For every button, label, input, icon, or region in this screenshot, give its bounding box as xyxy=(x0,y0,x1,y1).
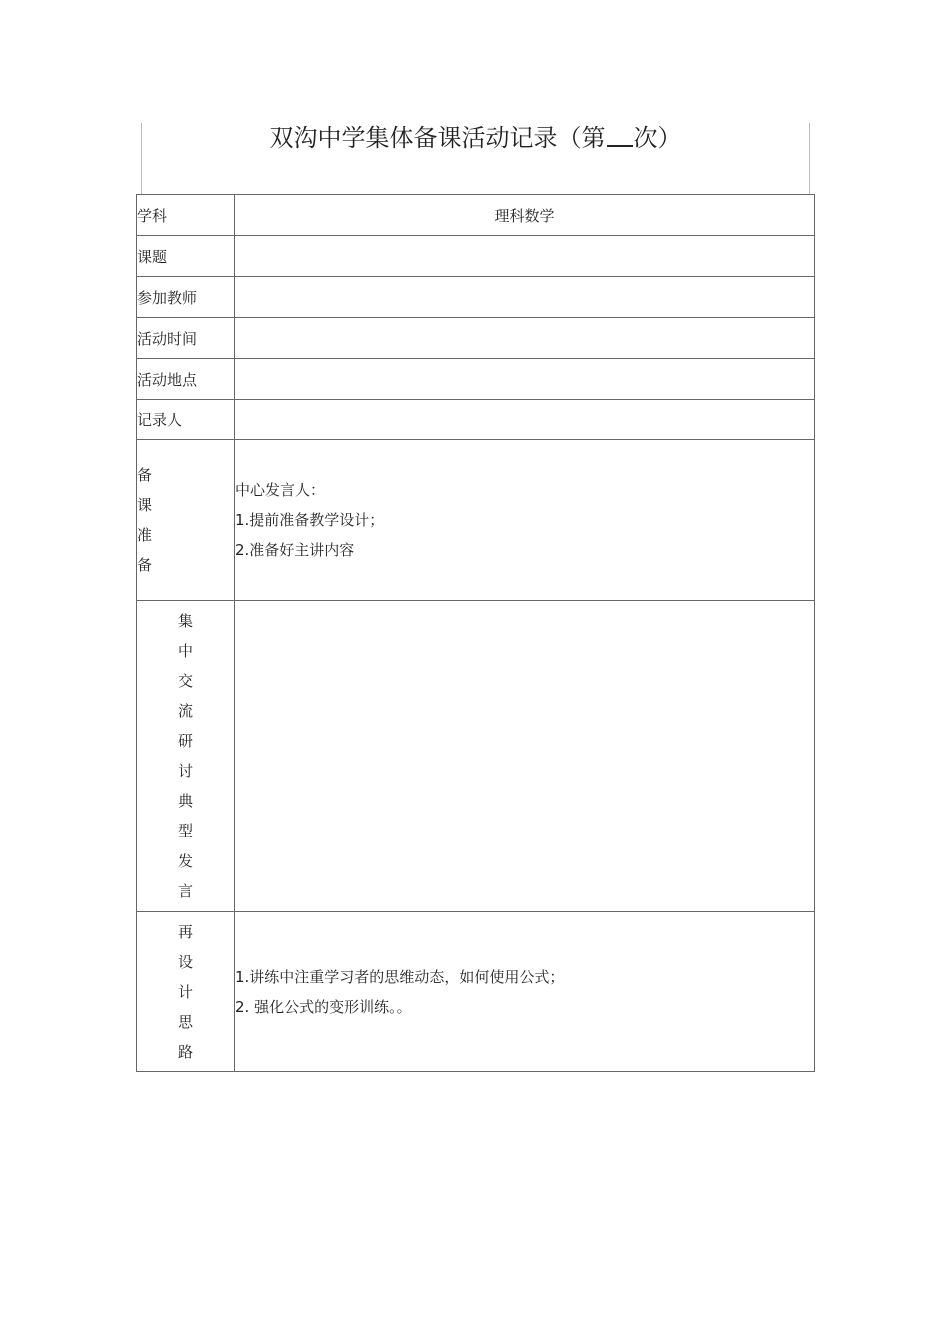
document-title xyxy=(142,123,809,153)
preparation-line: 1.提前准备教学设计； xyxy=(235,511,385,529)
redesign-line: 1.讲练中注重学习者的思维动态，如何使用公式； xyxy=(235,967,565,986)
title-box xyxy=(141,123,810,194)
discussion-label-char: 流 xyxy=(177,702,193,720)
discussion-label-char: 研 xyxy=(177,732,193,750)
recorder-label: 记录人 xyxy=(137,400,235,440)
redesign-content[interactable] xyxy=(235,912,815,1072)
row-place xyxy=(137,359,815,400)
discussion-label-char: 发 xyxy=(177,852,193,870)
title-number-blank[interactable] xyxy=(607,123,633,147)
discussion-label-char: 交 xyxy=(177,672,193,690)
row-subject xyxy=(137,195,815,236)
subject-label: 学科 xyxy=(137,195,235,236)
topic-value[interactable] xyxy=(235,236,815,277)
redesign-label-char: 再 xyxy=(177,922,193,941)
title-suffix: 次） xyxy=(633,124,682,152)
discussion-label-char: 中 xyxy=(177,642,193,660)
discussion-content[interactable] xyxy=(235,601,815,912)
redesign-label xyxy=(137,912,235,1072)
discussion-label-char: 言 xyxy=(177,882,193,900)
redesign-label-char: 路 xyxy=(177,1042,193,1061)
redesign-label-char: 思 xyxy=(177,1012,193,1031)
redesign-line: 2. 强化公式的变形训练。。 xyxy=(235,997,412,1016)
row-redesign xyxy=(137,912,815,1072)
row-discussion xyxy=(137,601,815,912)
time-value[interactable] xyxy=(235,318,815,359)
time-label: 活动时间 xyxy=(137,318,235,359)
discussion-label xyxy=(137,601,235,912)
preparation-label-char: 备 xyxy=(137,466,153,484)
preparation-line: 中心发言人： xyxy=(235,481,326,499)
preparation-line: 2.准备好主讲内容 xyxy=(235,541,355,559)
recorder-value[interactable] xyxy=(235,400,815,440)
preparation-label-char: 准 xyxy=(137,526,153,544)
discussion-label-char: 型 xyxy=(177,822,193,840)
row-time xyxy=(137,318,815,359)
discussion-label-char: 集 xyxy=(177,612,193,630)
teachers-value[interactable] xyxy=(235,277,815,318)
preparation-content[interactable] xyxy=(235,440,815,601)
redesign-label-char: 计 xyxy=(177,982,193,1001)
place-label: 活动地点 xyxy=(137,359,235,400)
subject-value[interactable]: 理科数学 xyxy=(235,195,815,236)
row-recorder xyxy=(137,400,815,440)
place-value[interactable] xyxy=(235,359,815,400)
discussion-label-char: 讨 xyxy=(177,762,193,780)
row-teachers xyxy=(137,277,815,318)
row-topic xyxy=(137,236,815,277)
record-table xyxy=(136,194,815,1072)
title-prefix: 双沟中学集体备课活动记录（第 xyxy=(269,124,606,152)
teachers-label: 参加教师 xyxy=(137,277,235,318)
preparation-label-char: 备 xyxy=(137,556,153,574)
redesign-label-char: 设 xyxy=(177,952,193,971)
preparation-label-char: 课 xyxy=(137,496,153,514)
topic-label: 课题 xyxy=(137,236,235,277)
row-preparation xyxy=(137,440,815,601)
discussion-label-char: 典 xyxy=(177,792,193,810)
preparation-label xyxy=(137,440,235,601)
